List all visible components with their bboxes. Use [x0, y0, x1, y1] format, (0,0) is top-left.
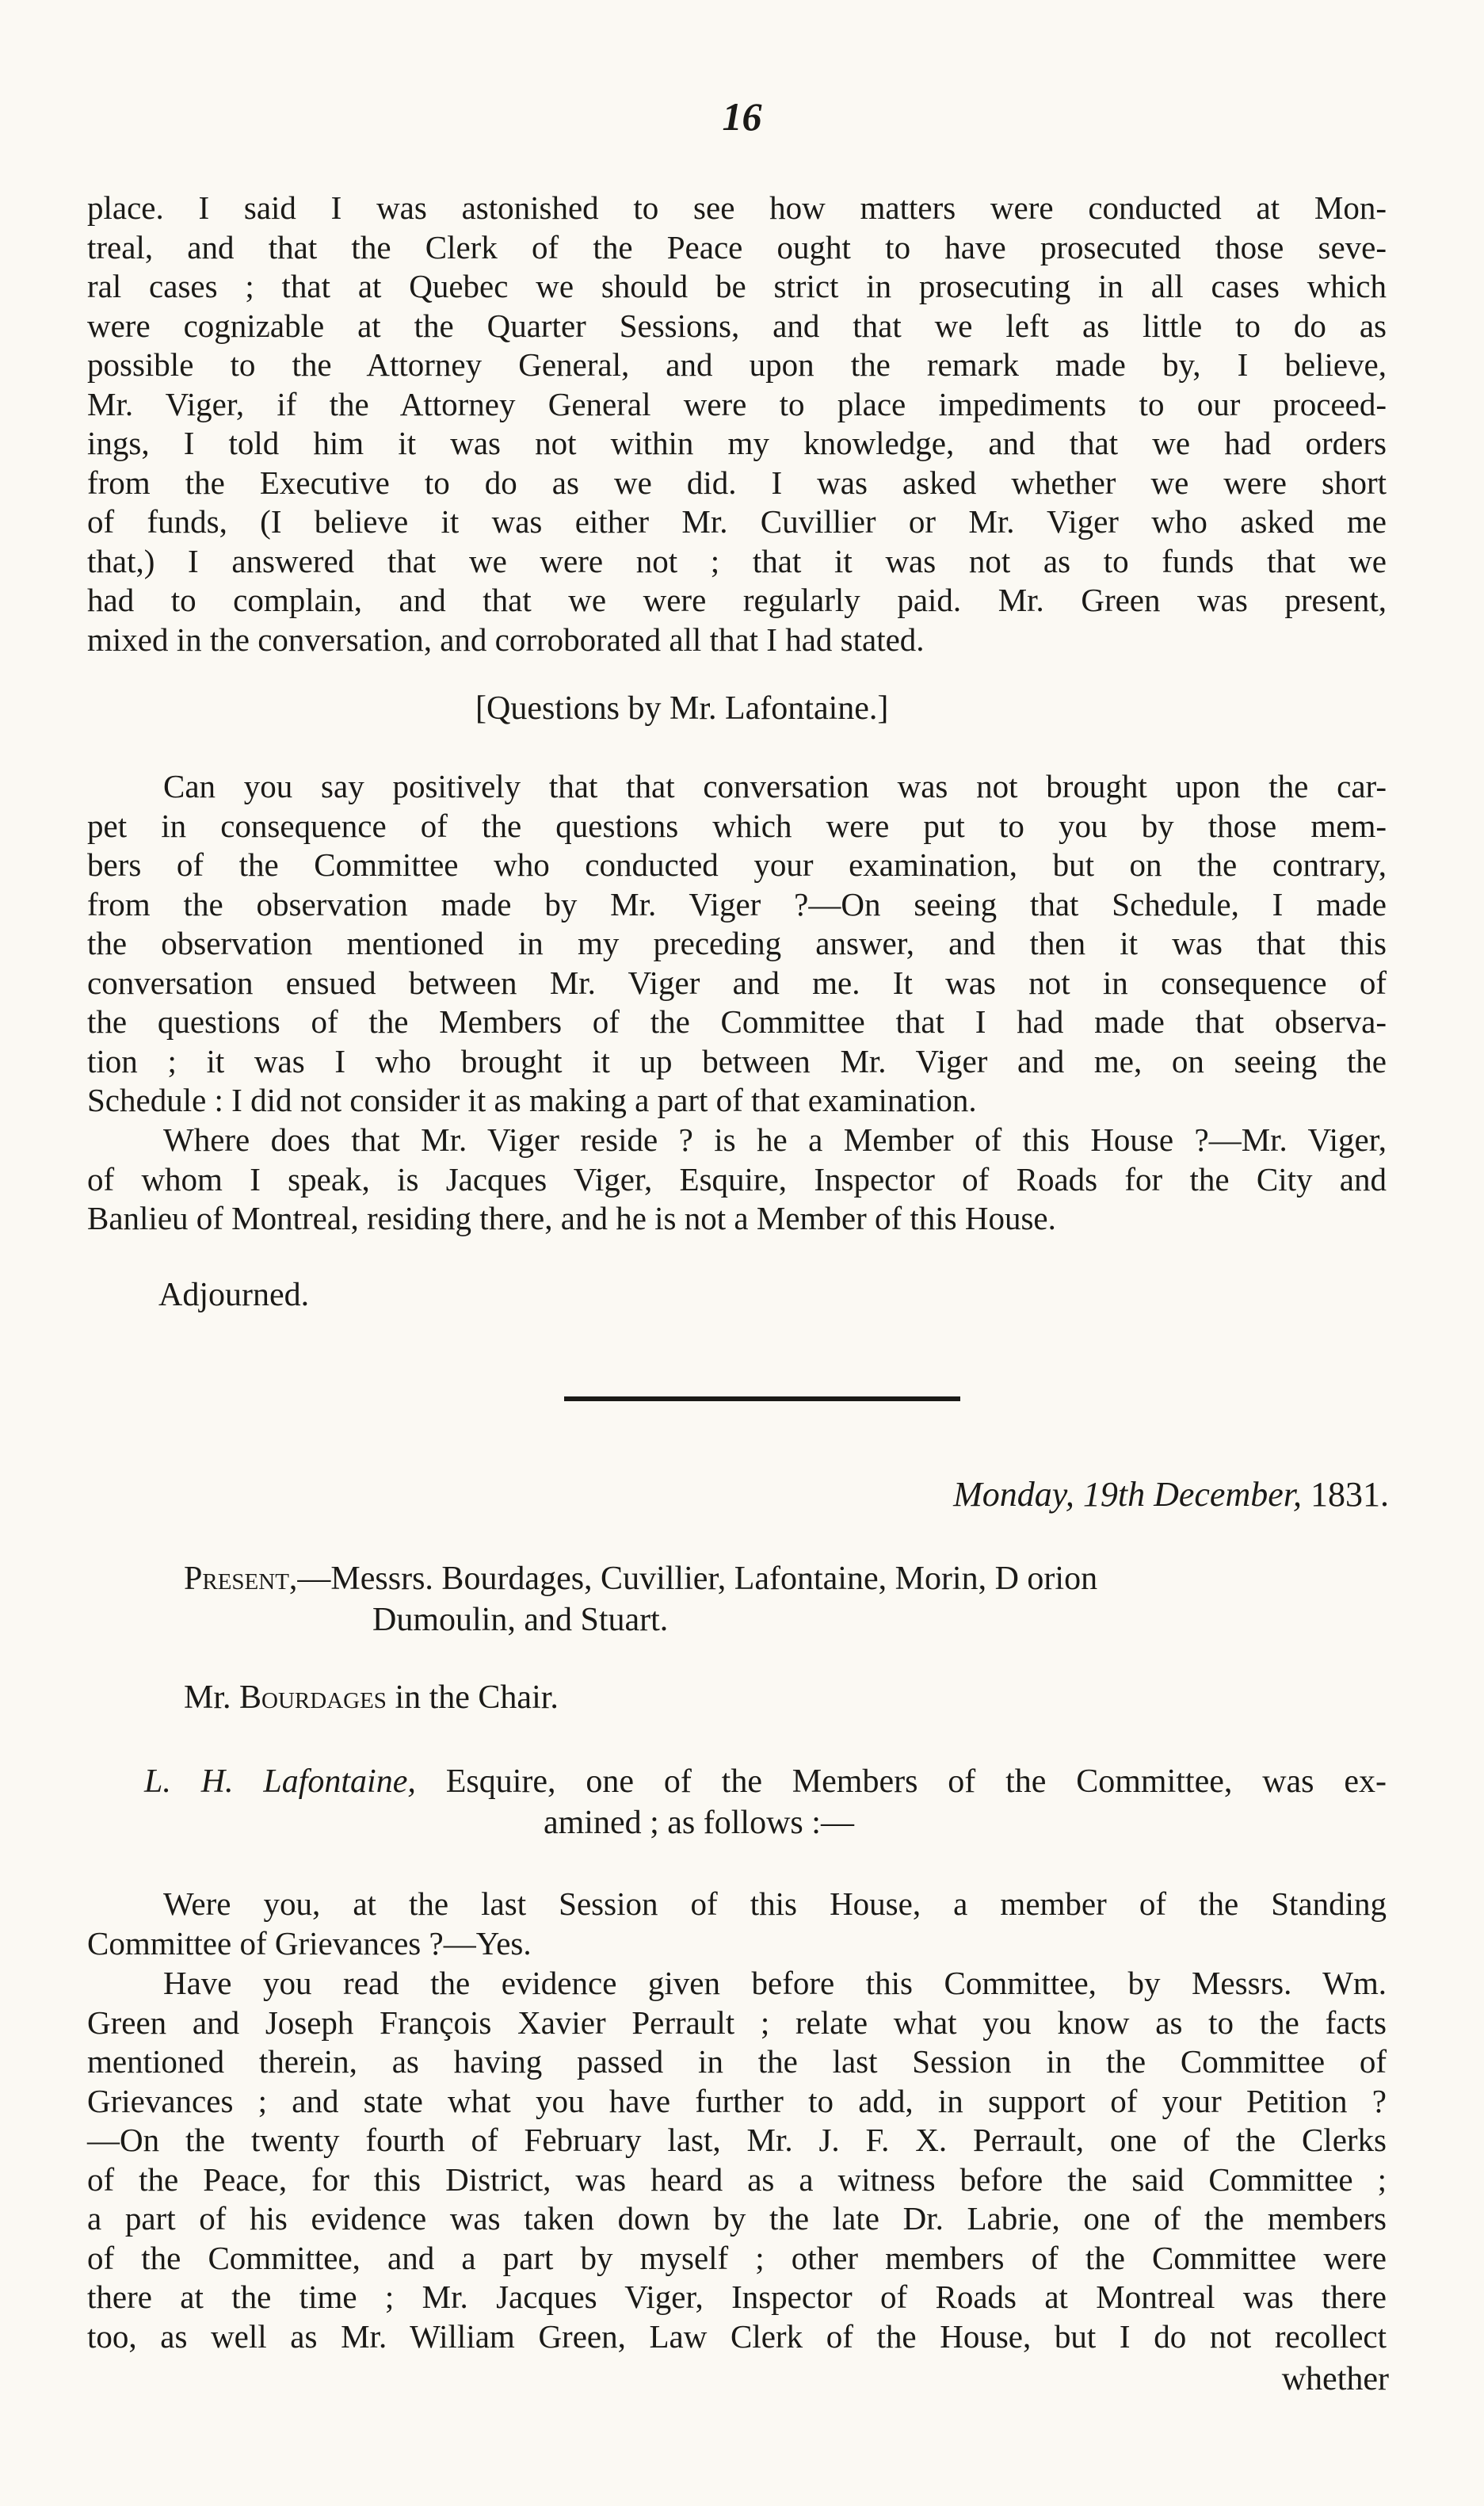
witness-description: Esquire, one of the Members of the Committee, was ex- [415, 1763, 1387, 1800]
text-line: of whom I speak, is Jacques Viger, Esquire, Inspector of Roads for the City and [87, 1160, 1387, 1198]
text-line: ings, I told him it was not within my knowledge, and that we had orders [87, 425, 1387, 461]
present-label: Present, [184, 1561, 298, 1597]
chair-prefix: Mr. [184, 1679, 231, 1716]
present-line-2: Dumoulin, and Stuart. [372, 1602, 669, 1638]
text-line: mentioned therein, as having passed in the last Session in the Committee of [87, 2043, 1387, 2080]
text-line: there at the time ; Mr. Jacques Viger, Inspector of Roads at Montreal was there [87, 2279, 1387, 2315]
question-standing-committee [87, 1885, 1387, 1963]
date-month: December, [1154, 1475, 1302, 1514]
text-line: the observation mentioned in my preceding answer, and then it was that this [87, 925, 1387, 961]
text-line: Schedule : I did not consider it as making a part of that examination. [87, 1082, 977, 1118]
chair-name: Bourdages [239, 1679, 387, 1716]
date-line [953, 1474, 1389, 1515]
text-line: from the Executive to do as we did. I was asked whether we were short [87, 464, 1387, 501]
present-line-1 [184, 1560, 1097, 1598]
adjourned-text: Adjourned. [158, 1277, 310, 1313]
text-line: possible to the Attorney General, and upon the remark made by, I believe, [87, 346, 1387, 383]
section-divider [564, 1396, 960, 1401]
question-answer-paragraph-viger [87, 1121, 1387, 1239]
questions-heading: [Questions by Mr. Lafontaine.] [475, 690, 889, 727]
text-line: treal, and that the Clerk of the Peace ought to have prosecuted those seve- [87, 228, 1387, 265]
text-line: Were you, at the last Session of this House, a member of the Standing [163, 1885, 1387, 1922]
text-line: place. I said I was astonished to see how matters were conducted at Mon- [87, 189, 1387, 226]
text-line: Where does that Mr. Viger reside ? is he a Member of this House ?—Mr. Viger, [163, 1121, 1387, 1158]
text-line: that,) I answered that we were not ; that it was not as to funds that we [87, 542, 1387, 579]
text-line: tion ; it was I who brought it up between Mr. Viger and me, on seeing the [87, 1042, 1387, 1079]
text-line: ral cases ; that at Quebec we should be strict in prosecuting in all cases which [87, 268, 1387, 304]
text-line: pet in consequence of the questions which were put to you by those mem- [87, 807, 1387, 844]
text-line: a part of his evidence was taken down by the late Dr. Labrie, one of the members [87, 2200, 1387, 2237]
text-line: mixed in the conversation, and corroborated all that I had stated. [87, 621, 925, 658]
text-line: Committee of Grievances ?—Yes. [87, 1924, 532, 1962]
text-line: the questions of the Members of the Committee that I had made that observa- [87, 1003, 1387, 1040]
catchword: whether [1281, 2361, 1389, 2397]
text-line: Can you say positively that that conversation was not brought upon the car- [163, 768, 1387, 804]
date-year: 1831. [1310, 1475, 1389, 1514]
witness-line-2: amined ; as follows :— [544, 1805, 854, 1841]
text-line: —On the twenty fourth of February last, Mr. J. F. X. Perrault, one of the Clerks [87, 2122, 1387, 2158]
text-line: bers of the Committee who conducted your examination, but on the contrary, [87, 846, 1387, 883]
page-number: 16 [722, 94, 762, 139]
chair-line [184, 1679, 559, 1717]
text-line: Green and Joseph François Xavier Perrault ; relate what you know as to the facts [87, 2004, 1387, 2041]
text-line: of the Peace, for this District, was heard as a witness before the said Committee ; [87, 2160, 1387, 2198]
text-line: had to complain, and that we were regularly paid. Mr. Green was present, [87, 582, 1387, 618]
present-members: —Messrs. Bourdages, Cuvillier, Lafontaine, Morin, D orion [297, 1561, 1098, 1597]
text-line: conversation ensued between Mr. Viger and me. It was not in consequence of [87, 964, 1387, 1001]
text-line: too, as well as Mr. William Green, Law Clerk of the House, but I do not recollect [87, 2317, 1387, 2355]
text-line: were cognizable at the Quarter Sessions, and that we left as little to do as [87, 307, 1387, 344]
date-day: Monday, [953, 1475, 1074, 1514]
text-line: of the Committee, and a part by myself ; other members of the Committee were [87, 2239, 1387, 2276]
text-line: Banlieu of Montreal, residing there, and he is not a Member of this House. [87, 1200, 1056, 1236]
witness-name: L. H. Lafontaine, [144, 1763, 416, 1800]
text-line: Mr. Viger, if the Attorney General were to place impediments to our proceed- [87, 385, 1387, 422]
paragraph-continuation [87, 189, 1387, 659]
text-line: of funds, (I believe it was either Mr. Cuvillier or Mr. Viger who asked me [87, 503, 1387, 540]
text-line: Have you read the evidence given before this Committee, by Messrs. Wm. [163, 1965, 1387, 2001]
question-evidence-paragraph [87, 1964, 1387, 2356]
date-number: 19th [1082, 1475, 1146, 1514]
text-line: from the observation made by Mr. Viger ?—On seeing that Schedule, I made [87, 885, 1387, 923]
text-line: Grievances ; and state what you have further to add, in support of your Petition ? [87, 2082, 1387, 2119]
question-answer-paragraph [87, 767, 1387, 1121]
chair-suffix: in the Chair. [395, 1679, 559, 1716]
witness-line-1 [144, 1763, 1387, 1801]
